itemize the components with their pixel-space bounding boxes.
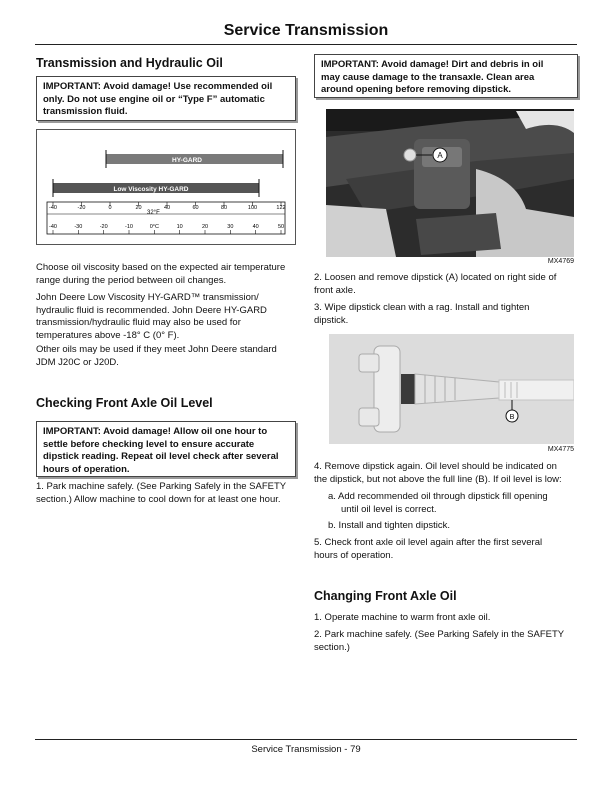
text-line: 4. Remove dipstick again. Oil level should be indicated on: [314, 461, 557, 472]
important-line: may cause damage to the transaxle. Clean area: [321, 71, 535, 83]
important-box-settle: [36, 421, 296, 477]
celsius-tick-label: 10: [176, 224, 183, 230]
celsius-tick-label: 50: [277, 224, 285, 230]
fahrenheit-tick-label: -40: [49, 205, 57, 211]
fahrenheit-tick-label: -20: [77, 205, 86, 211]
fahrenheit-ticks: [49, 202, 286, 211]
hy-gard-label: HY-GARD: [172, 157, 202, 164]
celsius-tick-label: -20: [99, 224, 108, 230]
step-5: [314, 537, 578, 562]
text-line: section.) Allow machine to cool down for at least one hour.: [36, 493, 281, 505]
changing-step-2: [314, 629, 578, 654]
celsius-tick-label: -30: [74, 224, 83, 230]
text-line: John Deere Low Viscosity HY-GARD™ transmission/: [36, 292, 259, 303]
important-line: IMPORTANT: Avoid damage! Allow oil one hour to: [43, 426, 268, 437]
section-heading-transmission-oil: Transmission and Hydraulic Oil: [36, 56, 223, 70]
photo-caption-mx4775: MX4775: [547, 446, 574, 453]
header-rule: [35, 44, 577, 45]
viscosity-chart-svg: [37, 130, 295, 244]
fahrenheit-tick-label: 100: [247, 205, 258, 211]
important-line: settle before checking level to ensure accurate: [43, 438, 255, 450]
important-line: around opening before removing dipstick.: [321, 84, 512, 95]
fahrenheit-tick-label: 0: [108, 205, 112, 211]
transaxle-illustration: [326, 109, 574, 257]
dipstick-illustration: [329, 334, 574, 444]
fahrenheit-tick-label: 122: [276, 205, 286, 211]
important-line: IMPORTANT: Avoid damage! Use recommended oil: [43, 81, 273, 92]
step-3: [314, 302, 578, 327]
celsius-tick-label: -10: [125, 224, 133, 230]
text-line: until oil level is correct.: [341, 503, 437, 515]
text-line: 3. Wipe dipstick clean with a rag. Install and tighten: [314, 302, 530, 313]
text-line: hydraulic fluid is recommended. John Deere HY-GARD: [36, 304, 267, 316]
page-footer: Service Transmission - 79: [251, 744, 361, 755]
text-line: dipstick.: [314, 314, 349, 326]
section-heading-changing-axle-oil: Changing Front Axle Oil: [314, 589, 457, 603]
text-line: temperatures above -18° C (0° F).: [36, 329, 180, 341]
fahrenheit-tick-label: 40: [163, 205, 171, 211]
step-4: [314, 461, 580, 486]
text-line: transmission/hydraulic fluid may also be used for: [36, 317, 241, 328]
text-line: 2. Park machine safely. (See Parking Safely in the SAFETY: [314, 629, 565, 640]
dipstick-photo: [329, 334, 574, 444]
text-line: range during the period between oil changes.: [36, 274, 227, 286]
viscosity-paragraph: [36, 262, 298, 287]
text-line: 2. Loosen and remove dipstick (A) located on right side of: [314, 272, 557, 283]
celsius-tick-label: 20: [201, 224, 209, 230]
celsius-ticks: [49, 224, 284, 234]
text-line: a. Add recommended oil through dipstick fill opening: [328, 491, 548, 502]
celsius-tick-label: 0°C: [149, 224, 159, 230]
fahrenheit-unit: 32°F: [147, 210, 160, 216]
other-oils-paragraph: [36, 344, 298, 369]
step-4b: b. Install and tighten dipstick.: [328, 520, 450, 531]
fahrenheit-tick-label: 60: [192, 205, 199, 211]
text-line: section.): [314, 641, 350, 653]
text-line: JDM J20C or J20D.: [36, 356, 119, 368]
hy-gard-paragraph: [36, 292, 298, 342]
callout-a-label: A: [437, 151, 443, 160]
text-line: the dipstick, but not above the full line (B). If oil level is low:: [314, 473, 562, 485]
fahrenheit-tick-label: 20: [135, 205, 142, 211]
footer-rule: [35, 739, 577, 740]
celsius-tick-label: 40: [252, 224, 259, 230]
fahrenheit-tick-label: 80: [220, 205, 228, 211]
text-line: 1. Park machine safely. (See Parking Safely in the SAFETY: [36, 481, 287, 492]
text-line: 5. Check front axle oil level again after the first several: [314, 537, 543, 548]
important-box-oil: [36, 76, 296, 121]
section-heading-checking-axle-oil: Checking Front Axle Oil Level: [36, 396, 213, 410]
celsius-tick-label: -40: [49, 224, 57, 230]
important-line: only. Do not use engine oil or “Type F” automatic: [43, 93, 265, 105]
callout-b-label: B: [509, 412, 515, 421]
changing-step-1: 1. Operate machine to warm front axle oil.: [314, 612, 491, 623]
text-line: hours of operation.: [314, 549, 394, 561]
important-line: hours of operation.: [43, 463, 130, 475]
step-2: [314, 272, 578, 297]
celsius-tick-label: 30: [227, 224, 234, 230]
text-line: front axle.: [314, 284, 356, 296]
important-line: transmission fluid.: [43, 106, 128, 117]
low-viscosity-label: Low Viscosity HY-GARD: [113, 186, 189, 193]
checking-step-1: [36, 481, 298, 506]
text-line: Choose oil viscosity based on the expected air temperature: [36, 262, 286, 273]
photo-caption-mx4769: MX4769: [547, 258, 574, 265]
important-line: IMPORTANT: Avoid damage! Dirt and debris in oil: [321, 59, 544, 70]
important-box-dirt: [314, 54, 578, 98]
page-title: Service Transmission: [223, 22, 389, 39]
text-line: Other oils may be used if they meet John Deere standard: [36, 344, 277, 355]
transaxle-photo: [326, 109, 574, 257]
viscosity-chart: [36, 129, 296, 245]
step-4a: [328, 491, 578, 516]
important-line: dipstick reading. Repeat oil level check after several: [43, 451, 279, 462]
